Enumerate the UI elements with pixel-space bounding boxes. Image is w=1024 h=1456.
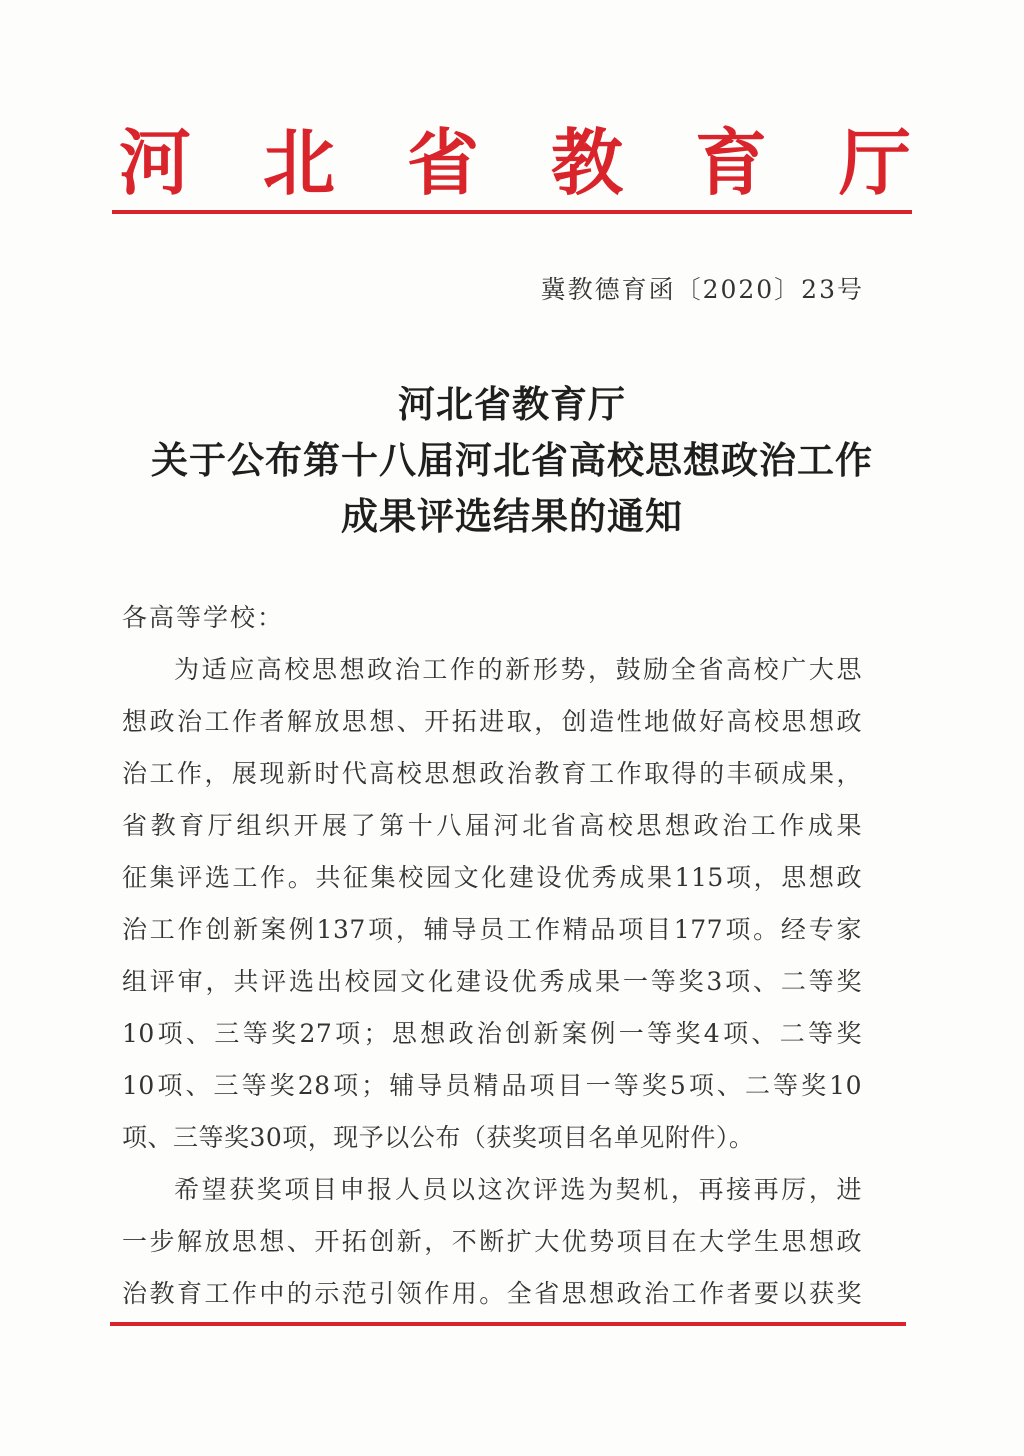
body-line: 为适应高校思想政治工作的新形势，鼓励全省高校广大思 (174, 655, 862, 684)
body-line: 组评审，共评选出校园文化建设优秀成果一等奖3项、二等奖 (122, 967, 862, 996)
letterhead-char: 厅 (838, 120, 911, 205)
letterhead-char: 教 (550, 120, 623, 205)
document-title-line-1: 河北省教育厅 (398, 382, 626, 426)
letterhead-char: 河 (118, 120, 191, 205)
body-line: 10项、三等奖28项；辅导员精品项目一等奖5项、二等奖10 (122, 1071, 862, 1100)
document-number: 冀教德育函〔2020〕23号 (540, 275, 864, 304)
body-line: 10项、三等奖27项；思想政治创新案例一等奖4项、二等奖 (122, 1019, 862, 1048)
body-line: 项、三等奖30项，现予以公布（获奖项目名单见附件）。 (122, 1123, 755, 1152)
document-title-line-3: 成果评选结果的通知 (341, 494, 683, 538)
document-title-line-2: 关于公布第十八届河北省高校思想政治工作 (151, 438, 873, 482)
letterhead-divider (112, 210, 912, 214)
body-line: 征集评选工作。共征集校园文化建设优秀成果115项，思想政 (122, 863, 862, 892)
letterhead-title (110, 118, 920, 208)
body-line: 治工作，展现新时代高校思想政治教育工作取得的丰硕成果， (122, 759, 862, 788)
body-line: 治工作创新案例137项，辅导员工作精品项目177项。经专家 (122, 915, 862, 944)
letterhead-char: 北 (262, 120, 335, 205)
salutation: 各高等学校： (122, 603, 285, 632)
body-line: 省教育厅组织开展了第十八届河北省高校思想政治工作成果 (122, 811, 862, 840)
body-line: 希望获奖项目申报人员以这次评选为契机，再接再厉，进 (174, 1175, 862, 1204)
body-line: 治教育工作中的示范引领作用。全省思想政治工作者要以获奖 (122, 1279, 862, 1308)
letterhead-char: 省 (406, 120, 479, 205)
body-line: 想政治工作者解放思想、开拓进取，创造性地做好高校思想政 (122, 707, 862, 736)
letterhead-char: 育 (694, 120, 767, 205)
body-line: 一步解放思想、开拓创新，不断扩大优势项目在大学生思想政 (122, 1227, 862, 1256)
footer-divider (110, 1322, 906, 1326)
